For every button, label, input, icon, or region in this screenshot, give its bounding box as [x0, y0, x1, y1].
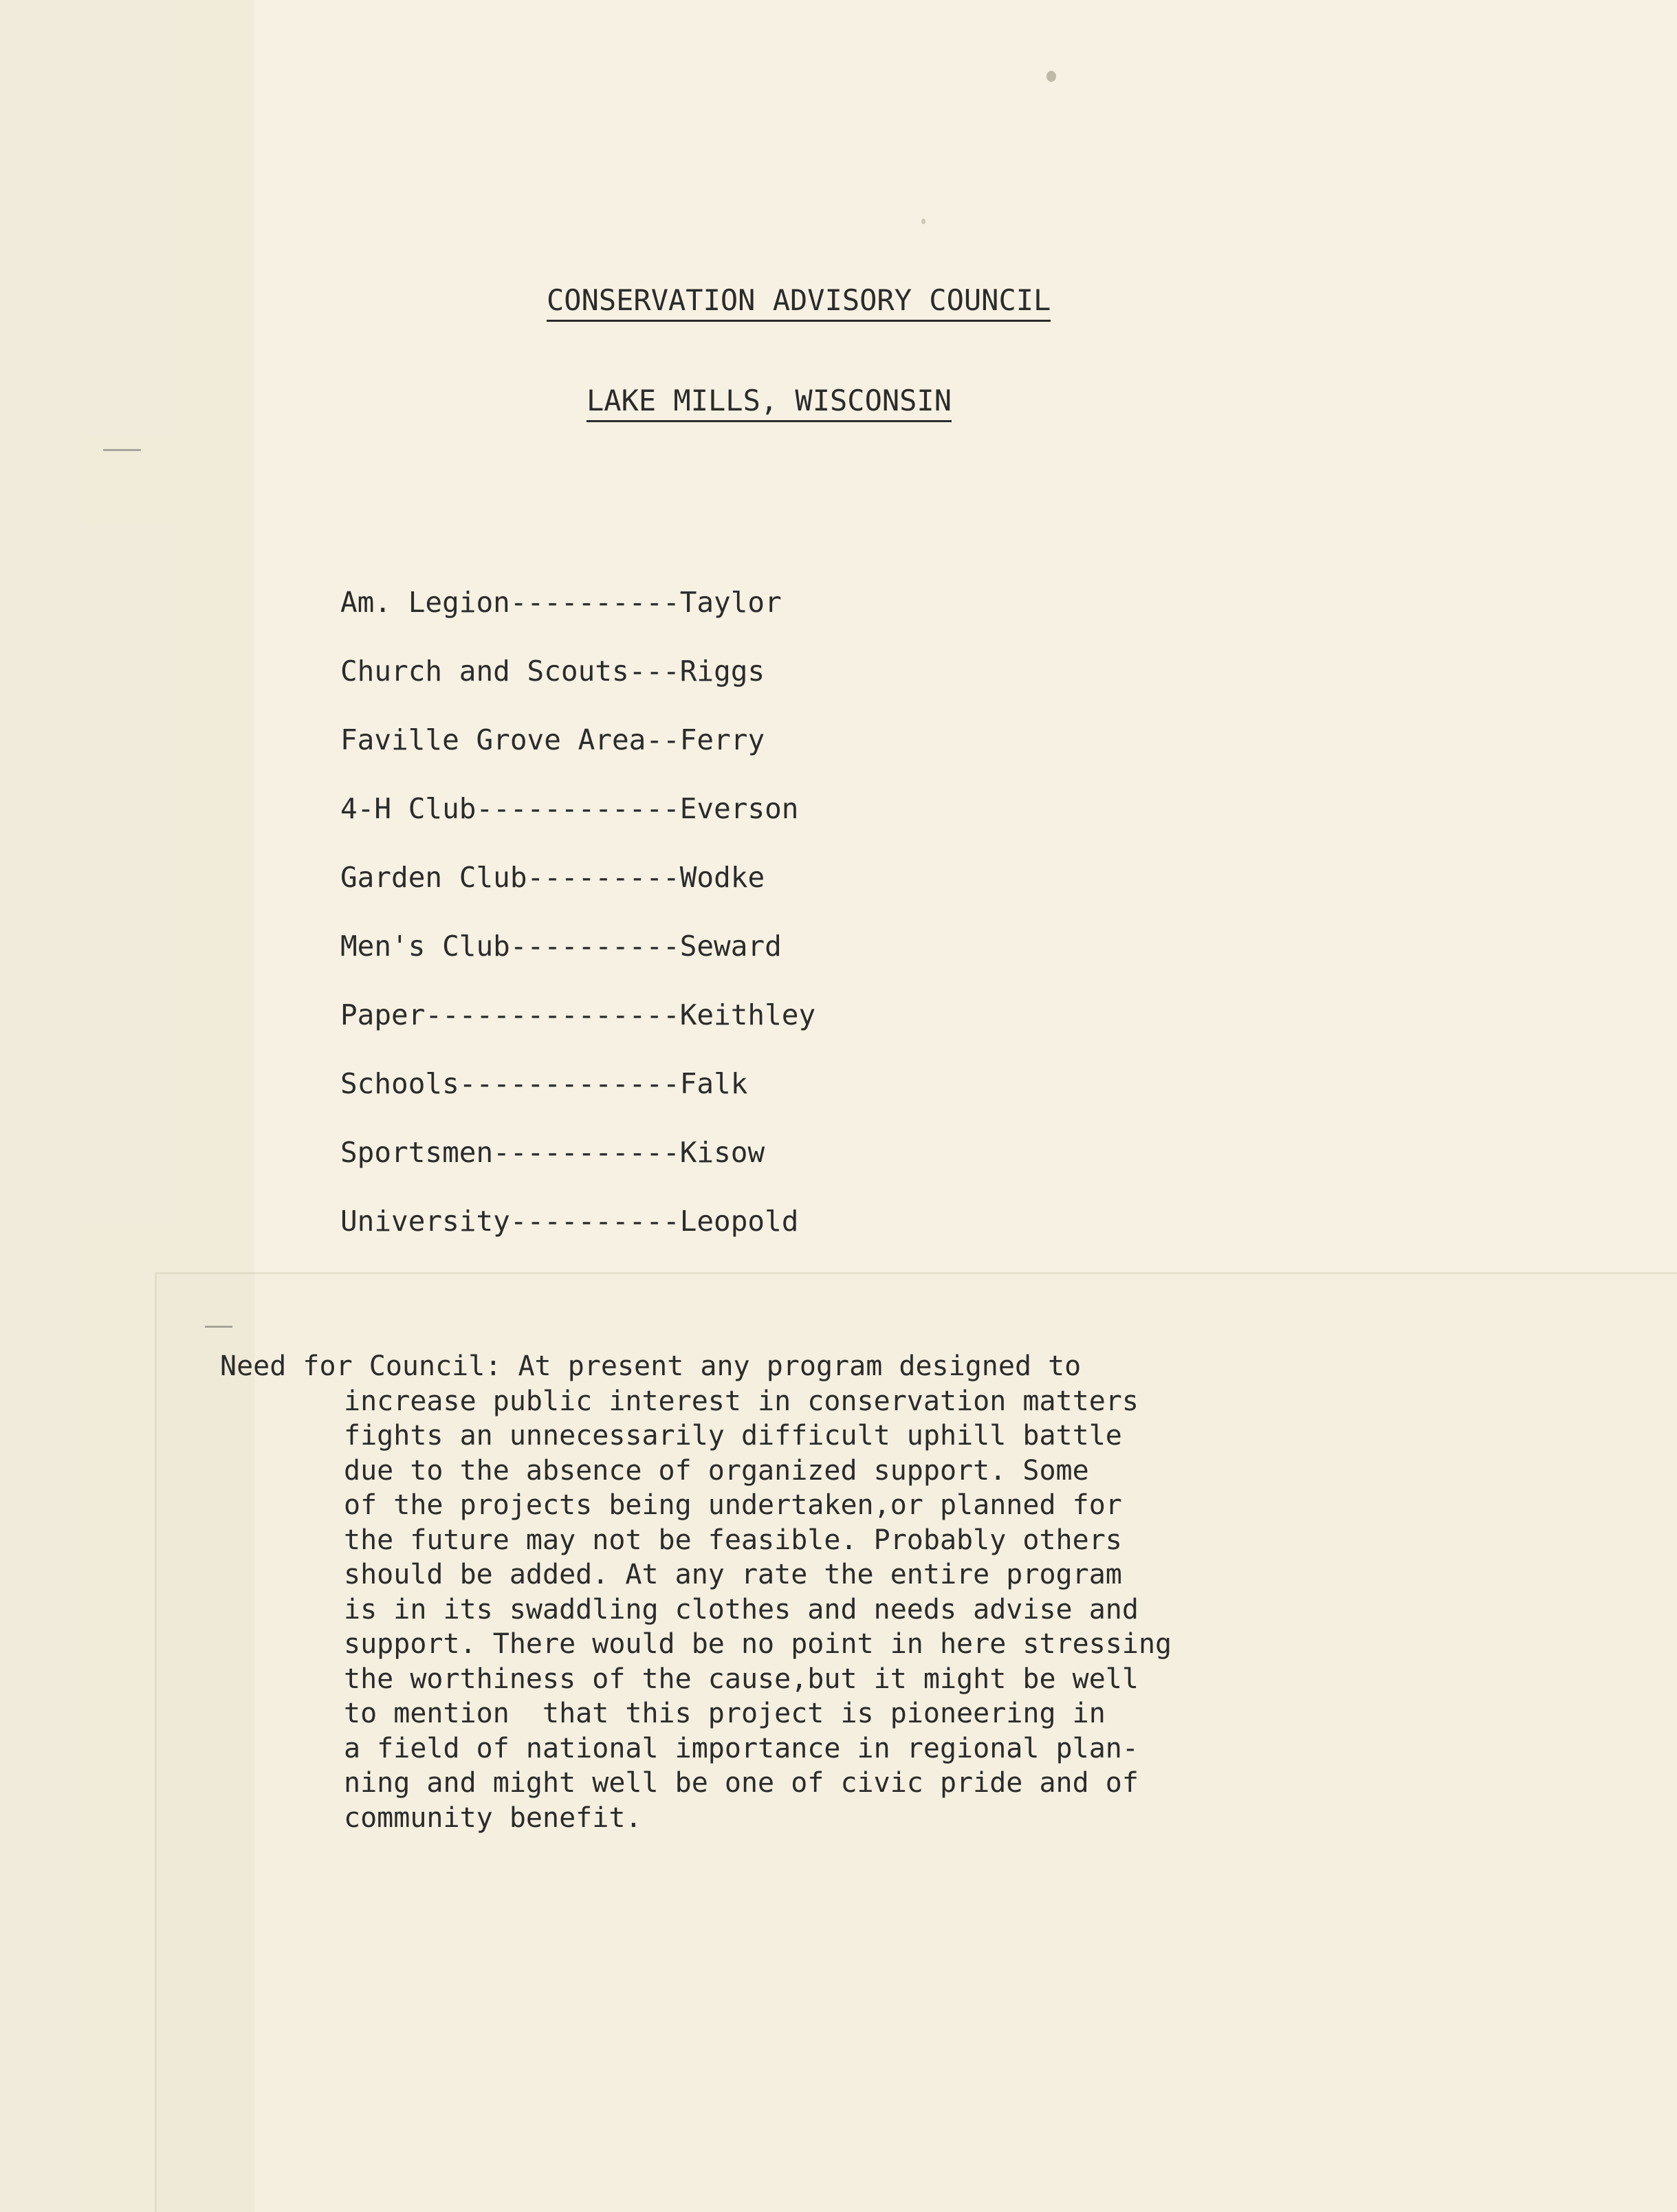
- roster-leader: --: [646, 723, 680, 756]
- paragraph-line: to mention that this project is pioneering in: [344, 1698, 1106, 1729]
- roster-name: Riggs: [679, 655, 765, 688]
- roster-row: [340, 792, 1269, 861]
- roster-row: [340, 723, 1269, 792]
- paragraph-line: Need for Council: At present any program designed to: [220, 1350, 1082, 1382]
- roster-leader: -------------: [459, 1067, 680, 1100]
- council-roster: [340, 586, 1269, 1273]
- roster-org: Sportsmen: [340, 1136, 494, 1169]
- roster-name: Leopold: [679, 1205, 799, 1238]
- roster-row: [340, 586, 1269, 655]
- roster-leader: ----------: [509, 586, 680, 619]
- roster-name: Keithley: [679, 998, 816, 1031]
- pencil-mark: [103, 449, 141, 451]
- roster-row: [340, 1067, 1269, 1136]
- paragraph-line: should be added. At any rate the entire program: [344, 1559, 1122, 1590]
- roster-name: Kisow: [679, 1136, 765, 1169]
- paragraph-line: community benefit.: [344, 1802, 642, 1834]
- paragraph-line: a field of national importance in regional plan-: [344, 1732, 1139, 1764]
- roster-org: Paper: [340, 998, 426, 1031]
- roster-leader: ---: [628, 655, 680, 688]
- roster-leader: -----------: [493, 1136, 680, 1169]
- roster-name: Seward: [679, 930, 782, 963]
- roster-name: Taylor: [679, 586, 782, 619]
- roster-name: Everson: [679, 792, 799, 825]
- roster-name: Wodke: [679, 861, 765, 894]
- roster-leader: ----------: [509, 930, 680, 963]
- paragraph-line: is in its swaddling clothes and needs advise and: [344, 1593, 1139, 1625]
- roster-row: [340, 930, 1269, 998]
- paragraph-line: ning and might well be one of civic pride and of: [344, 1767, 1139, 1799]
- roster-row: [340, 998, 1269, 1067]
- roster-leader: ---------------: [425, 998, 680, 1031]
- document-location: LAKE MILLS, WISCONSIN: [587, 384, 952, 422]
- paragraph-line: due to the absence of organized support. Some: [344, 1454, 1089, 1487]
- roster-row: [340, 655, 1269, 723]
- roster-org: University: [340, 1205, 510, 1238]
- paragraph-line: fights an unnecessarily difficult uphill battle: [344, 1420, 1122, 1452]
- roster-row: [340, 1205, 1269, 1273]
- roster-row: [340, 1136, 1269, 1205]
- roster-org: Church and Scouts: [340, 655, 629, 688]
- ink-spot: [1046, 71, 1056, 82]
- roster-leader: ----------: [509, 1205, 680, 1238]
- pencil-mark: [205, 1326, 232, 1328]
- roster-org: 4-H Club: [340, 792, 476, 825]
- roster-org: Am. Legion: [340, 586, 510, 619]
- roster-leader: ------------: [476, 792, 680, 825]
- paragraph-line: increase public interest in conservation matters: [344, 1385, 1139, 1417]
- roster-org: Men's Club: [340, 930, 510, 963]
- roster-name: Falk: [679, 1067, 748, 1100]
- roster-name: Ferry: [679, 723, 765, 756]
- paragraph-line: support. There would be no point in here stressing: [344, 1628, 1172, 1660]
- paragraph-line: the worthiness of the cause,but it might be well: [344, 1663, 1139, 1695]
- document-title: CONSERVATION ADVISORY COUNCIL: [547, 283, 1051, 322]
- paragraph-line: of the projects being undertaken,or planned for: [344, 1489, 1122, 1521]
- roster-org: Schools: [340, 1067, 459, 1100]
- roster-row: [340, 861, 1269, 930]
- roster-org: Faville Grove Area: [340, 723, 646, 756]
- roster-leader: ---------: [527, 861, 680, 894]
- roster-org: Garden Club: [340, 861, 527, 894]
- paragraph-line: the future may not be feasible. Probably others: [344, 1524, 1122, 1556]
- need-for-council-paragraph: [220, 1349, 1389, 1835]
- ink-spot: [921, 219, 925, 224]
